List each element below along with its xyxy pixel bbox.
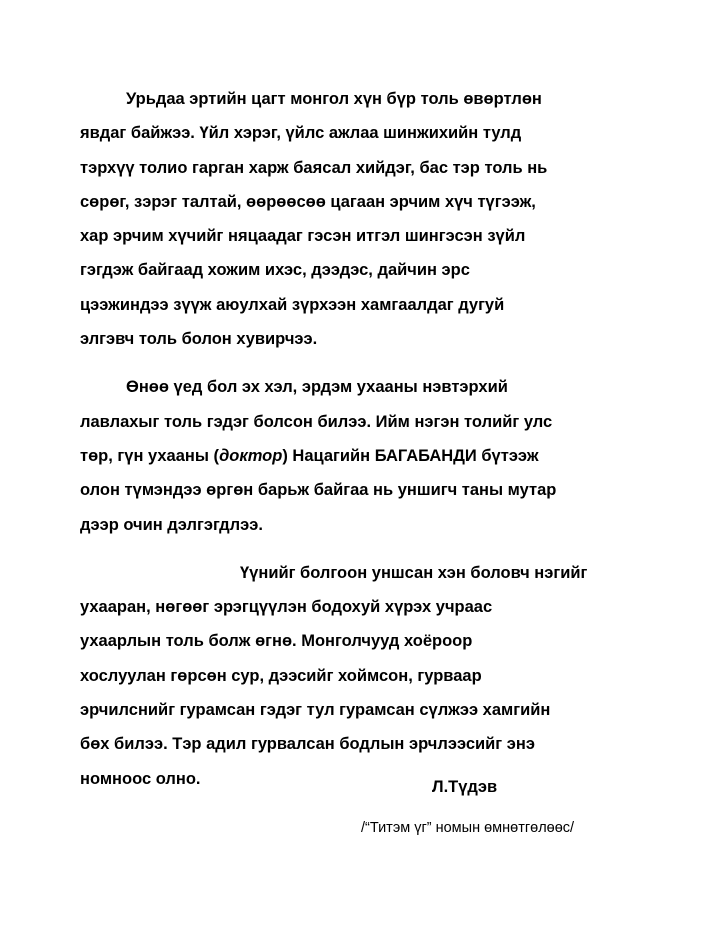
paragraph-1-line: гэгдэж байгаад хожим ихэс, дээдэс, дайчин эрс bbox=[80, 261, 470, 280]
paragraph-1-line: хар эрчим хүчийг няцаадаг гэсэн итгэл шингэсэн зүйл bbox=[80, 227, 526, 246]
paragraph-2-line: дээр очин дэлгэгдлээ. bbox=[80, 515, 263, 534]
paragraph-1-line: сөрөг, зэрэг талтай, өөрөөсөө цагаан эрчим хүч түгээж, bbox=[80, 192, 536, 211]
paragraph-3-line: бөх билээ. Тэр адил гурвалсан бодлын эрчлээсийг энэ bbox=[80, 735, 535, 754]
line-end: ) Нацагийн БАГАБАНДИ бүтээж bbox=[282, 446, 539, 465]
paragraph-3-line: ухааран, нөгөөг эрэгцүүлэн бодохуй хүрэх учраас bbox=[80, 598, 493, 617]
paragraph-1-line: цээжиндээ зүүж аюулхай зүрхээн хамгаалдаг дугуй bbox=[80, 295, 505, 314]
line-start: төр, гүн ухааны ( bbox=[80, 446, 220, 465]
paragraph-2-line-with-title bbox=[80, 439, 646, 473]
paragraph-3-line: ухаарлын толь болж өгнө. Монголчууд хоёроор bbox=[80, 632, 473, 651]
paragraph-3-line: хослуулан гөрсөн сур, дээсийг хоймсон, гурваар bbox=[80, 666, 482, 685]
paragraph-2-line: Өнөө үед бол эх хэл, эрдэм ухааны нэвтэрхий bbox=[126, 378, 508, 397]
paragraph-3-line: номноос олно. bbox=[80, 769, 201, 788]
paragraph-3-line: Үүнийг болгоон уншсан хэн боловч нэгийг bbox=[240, 563, 588, 582]
document-body bbox=[80, 82, 646, 836]
paragraph-1-line: элгэвч толь болон хувирчээ. bbox=[80, 330, 318, 349]
paragraph-2-line: лавлахыг толь гэдэг болсон билээ. Ийм нэгэн толийг улс bbox=[80, 412, 553, 431]
emphasized-title: доктор bbox=[219, 446, 283, 465]
paragraph-2-line: олон түмэндээ өргөн барьж байгаа нь уншигч таны мутар bbox=[80, 481, 557, 500]
author-signature: Л.Түдэв bbox=[432, 778, 498, 796]
paragraph-1-line: Урьдаа эртийн цагт монгол хүн бүр толь өвөртлөн bbox=[126, 90, 542, 108]
source-citation: /“Титэм үг” номын өмнөтгөлөөс/ bbox=[361, 820, 575, 836]
paragraph-3 bbox=[80, 556, 646, 796]
paragraph-2 bbox=[80, 370, 646, 541]
paragraph-1-line: явдаг байжээ. Үйл хэрэг, үйлс ажлаа шинжихийн тулд bbox=[80, 124, 522, 143]
paragraph-1-line: тэрхүү толио гарган харж баясал хийдэг, бас тэр толь нь bbox=[80, 158, 548, 177]
paragraph-1 bbox=[80, 82, 646, 356]
paragraph-3-line: эрчилснийг гурамсан гэдэг тул гурамсан сүлжээ хамгийн bbox=[80, 701, 551, 720]
